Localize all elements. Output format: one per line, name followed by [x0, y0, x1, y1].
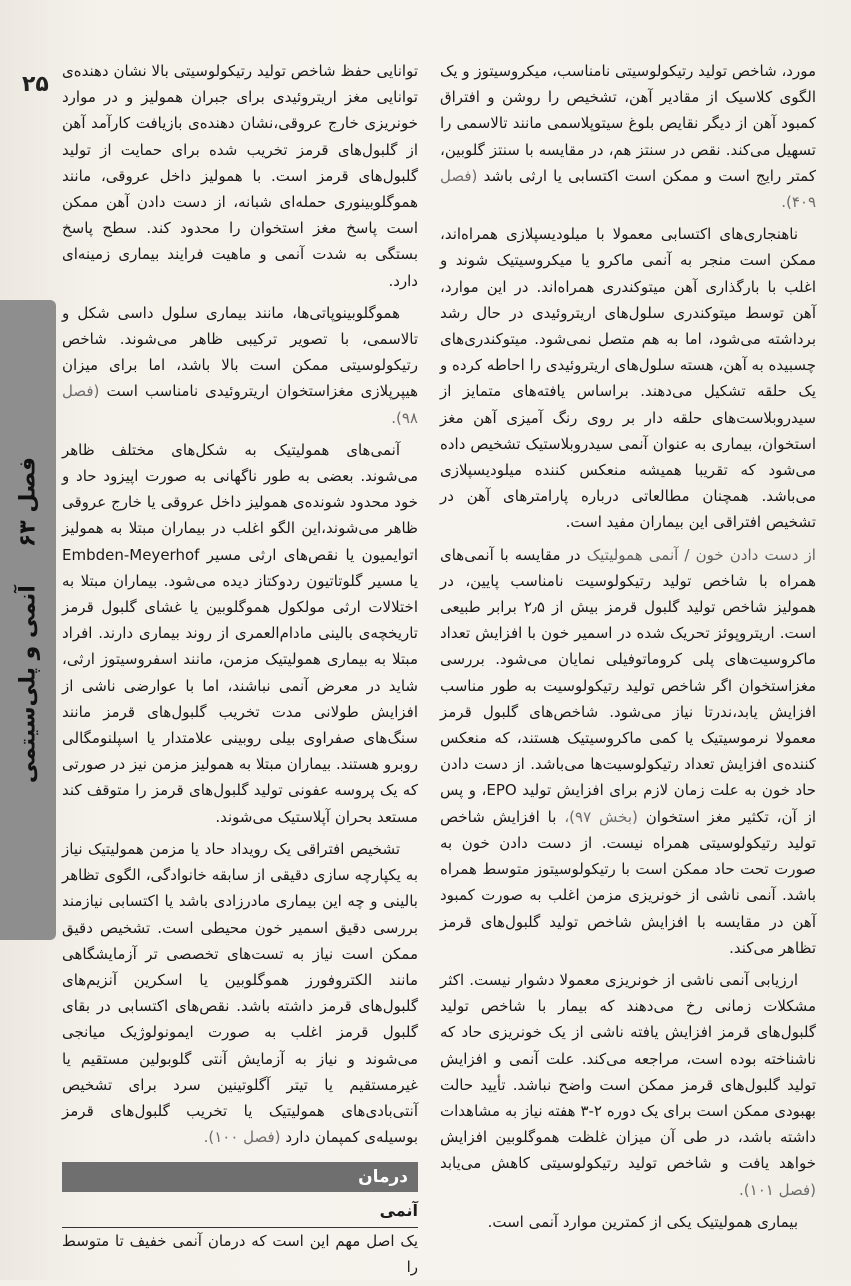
paragraph: مورد، شاخص تولید رتیکولوسیتی نامناسب، میکروسیتوز و یک الگوی کلاسیک از مقادیر آهن، تشخیص را روشن و افتراق کمبود آهن از دیگر نقایص بلوغ سیتوپلاسمی مانند تالاسمی را تسهیل می‌کند. نقص در سنتز هم، در مقایسه با سنتز گلوبین، کمتر رایج است و ممکن است اکتسابی یا ارثی باشد (فصل ۴۰۹).	[440, 62, 816, 212]
paragraph: آنمی‌های همولیتیک به شکل‌های مختلف ظاهر می‌شوند. بعضی به طور ناگهانی به صورت اپیزود حاد و خود محدود شونده‌ی همولیز داخل عروقی یا خارج عروقی ظاهر می‌شوند،این الگو اغلب در بیماران مبتلا به همولیز اتوایمیون یا نقص‌های ارثی مسیر Embden-Meyerhof یا مسیر گلوتاتیون ردوکتاز دیده می‌شود. بیماران مبتلا به اختلالات ارثی مولکول هموگلوبین یا غشای گلبول قرمز تاریخچه‌ی بالینی مادام‌العمری از روند بیماری دارند. افراد مبتلا به بیماری همولیتیک مزمن، مانند اسفروسیتوز ارثی، شاید در معرض آنمی نباشند، اما با عوارضی ناشی از افزایش طولانی مدت تخریب گلبول‌های قرمز مانند سنگ‌های صفراوی بیلی روبینی علامتدار یا اسپلنومگالی روبرو هستند. بیماران مبتلا به همولیز مزمن نیز در صورتی که یک پروسه عفونی تولید گلبول‌های قرمز را متوقف کند مستعد بحران آپلاستیک می‌شوند.	[62, 440, 418, 826]
side-tab-text	[16, 457, 41, 783]
paragraph: هموگلوبینوپاتی‌ها، مانند بیماری سلول داسی شکل و تالاسمی، با تصویر ترکیبی ظاهر می‌شوند. شاخص رتیکولوسیتی ممکن است بالا باشد، اما برای میزان هیپرپلازی مغزاستخوان اریتروئیدی نامناسب است (فصل ۹۸).	[62, 303, 418, 427]
chapter-reference: (فصل ۴۰۹).	[440, 166, 816, 212]
paragraph: تشخیص افتراقی یک رویداد حاد یا مزمن همولیتیک نیاز به یکپارچه سازی دقیقی از سابقه خانوادگی، الگوی تظاهر بالینی و چه این بیماری مادرزادی باشد یا اکتسابی نیازمند بررسی دقیق اسمیر خون محیطی است. تشخیص دقیق ممکن است نیاز به تست‌های تخصصی تر آزمایشگاهی مانند الکتروفورز هموگلوبین یا اسکرین آنزیم‌های گلبول‌های قرمز داشته باشد. نقص‌های اکتسابی در بقای گلبول قرمز اغلب به صورت ایمونولوژیک میانجی می‌شوند و نیاز به آزمایش آنتی گلوبولین مستقیم یا غیرمستقیم یا تیتر آگلوتینین سرد برای تشخیص آنتی‌بادی‌های همولیتیک یا تخریب گلبول‌های قرمز بوسیله‌ی کمپمان دارد (فصل ۱۰۰).	[62, 839, 418, 1147]
paragraph: ارزیابی آنمی ناشی از خونریزی معمولا دشوار نیست. اکثر مشکلات زمانی رخ می‌دهند که بیمار با شاخص تولید گلبول‌های قرمز افزایش یافته ناشی از یک خونریزی حاد که ناشناخته بوده است، مراجعه می‌کند. علت آنمی و افزایش تولید گلبول‌های قرمز ممکن است واضح نباشد. تأیید حالت بهبودی ممکن است برای یک دوره ۲-۳ هفته نیاز به مشاهدات داشته باشد، در طی آن میزان غلظت هموگلوبین افزایش خواهد یافت و شاخص تولید رتیکولوسیتی کاهش می‌یابد (فصل ۱۰۱).	[440, 970, 816, 1199]
paragraph: توانایی حفظ شاخص تولید رتیکولوسیتی بالا نشان دهنده‌ی توانایی مغز اریتروئیدی برای جبران همولیز و در موارد خونریزی خارج عروقی،نشان دهنده‌ی بازیافت کارآمد آهن از گلبول‌های قرمز تخریب شده برای حمایت از تولید گلبول‌های قرمز است. با همولیز داخل عروقی، مانند هموگلوبینوری حمله‌ای شبانه، از دست دادن آهن ممکن است پاسخ مغز استخوان را محدود کند. سطح پاسخ بستگی به شدت آنمی و ماهیت فرایند بیماری زمینه‌ای دارد.	[62, 62, 418, 290]
paragraph: ناهنجاری‌های اکتسابی معمولا با میلودیسپلازی همراه‌اند، ممکن است منجر به آنمی ماکرو یا میکروسیتیک شوند و اغلب با بارگذاری آهن میتوکندری همراه‌اند. در این موارد، آهن توسط میتوکندری سلول‌های اریتروئیدی در حال رشد برداشته می‌شود، اما به هم متصل نمی‌شود. میتوکندری‌های چسبیده به آهن، هسته سلول‌های اریتروئیدی را احاطه کرده و یک حلقه تشکیل می‌دهند. براساس یافته‌های متمایز از سیدروبلاست‌های حلقه دار بر روی رنگ آمیزی آهن مغز استخوان، بیماری به عنوان آنمی سیدروبلاستیک تشخیص داده می‌شود که تقریبا همیشه منعکس کننده میلودیسپلازی می‌باشد. همچنان مطالعاتی درباره پارامترهای آهن در تشخیص افتراقی این بیماران مفید است.	[440, 225, 816, 532]
left-column	[62, 58, 418, 1286]
chapter-reference: (فصل ۹۸).	[62, 382, 418, 427]
subheading: از دست دادن خون / آنمی همولیتیک	[586, 545, 816, 564]
subsection-title: آنمی	[62, 1198, 418, 1227]
chapter-reference: (فصل ۱۰۰).	[203, 1128, 281, 1147]
chapter-reference: (فصل ۱۰۱).	[739, 1180, 816, 1199]
paragraph: بیماری همولیتیک یکی از کمترین موارد آنمی است.	[487, 1212, 798, 1231]
paragraph: از دست دادن خون / آنمی همولیتیک در مقایسه با آنمی‌های همراه با شاخص تولید رتیکولوسیت نامناسب پایین، در همولیز شاخص تولید گلبول قرمز بیش از ۲٫۵ برابر طبیعی است. اریتروپوئز تحریک شده در اسمیر خون با افزایش تعداد ماکروسیت‌های پلی کروماتوفیلی نمایان می‌شود. بررسی مغزاستخوان اگر شاخص تولید رتیکولوسیت به طور مناسب افزایش یابد،ندرتا نیاز می‌شود. شاخص‌های گلبول قرمز معمولا نرموسیتیک یا کمی ماکروسیتیک هستند، که منعکس کننده‌ی افزایش تعداد رتیکولوسیت‌ها می‌باشد. از دست دادن حاد خون به علت زمان لازم برای افزایش تولید EPO، و پس از آن، تکثیر مغز استخوان (بخش ۹۷)، با افزایش شاخص تولید رتیکولوسیتی همراه نیست. از دست دادن خون به صورت تحت حاد ممکن است با رتیکولوسیتوز متوسط همراه باشد. آنمی ناشی از خونریزی مزمن اغلب به صورت کمبود آهن در مقایسه با افزایش شاخص تولید گلبول‌های قرمز تظاهر می‌کند.	[440, 545, 817, 957]
side-tab-chapter: فصل ۶۳	[15, 456, 41, 548]
side-tab-title: آنمی و پلی‌سیتمی	[15, 585, 41, 784]
chapter-side-tab	[0, 300, 56, 940]
page-number: ۲۵	[22, 72, 49, 97]
chapter-reference: (بخش ۹۷)،	[564, 807, 638, 826]
paragraph: یک اصل مهم این است که درمان آنمی خفیف تا متوسط را	[62, 1231, 418, 1276]
right-column	[440, 58, 816, 1241]
section-title-bar: درمان	[62, 1162, 418, 1192]
